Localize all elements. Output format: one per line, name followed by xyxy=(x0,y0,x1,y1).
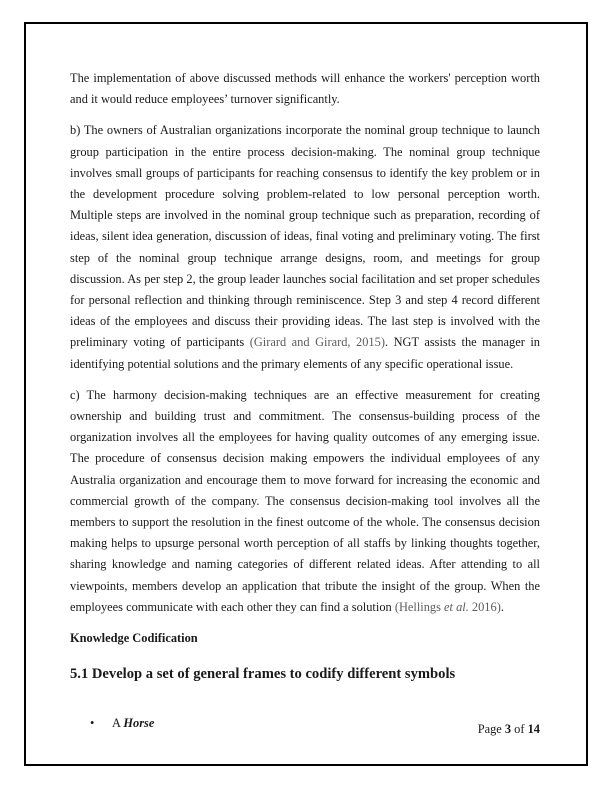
text-segment: Page xyxy=(477,722,505,736)
paragraph-c-consensus-decision-making xyxy=(70,385,540,618)
bullet-icon: • xyxy=(90,716,95,731)
bullet-list xyxy=(70,713,540,734)
text-segment: c) The harmony decision-making techniques are an effective measurement for creating ownership and building trust and commitment. The consensus-building process of the organization involves all the employees for having quality outcomes of any emerging issue. The procedure of consensus decision making empowers the individual employees of any Australia organization and encourage them to move forward for increasing the economic and commercial growth of the company. The consensus decision-making tool involves all the members to support the resolution in the finest outcome of the whole. The consensus decision making helps to upsurge personal worth perception of all staffs by linking thoughts together, sharing knowledge and naming categories of different related ideas. After attending to all viewpoints, members develop an application that tribute the insight of the group. When the employees communicate with each other they can find a solution xyxy=(70,387,540,614)
text-segment: 2016) xyxy=(468,599,501,614)
text-segment: . xyxy=(500,599,504,614)
list-item-text xyxy=(112,716,154,730)
list-item xyxy=(70,713,540,734)
paragraph-intro xyxy=(70,68,540,110)
text-segment: A xyxy=(112,716,124,731)
text-segment: Horse xyxy=(123,716,155,731)
text-segment: of xyxy=(511,722,528,736)
text-segment: (Hellings xyxy=(394,599,445,614)
text-segment: . NGT assists the manager in identifying potential solutions and the primary elements of any specific operational issue. xyxy=(70,335,540,371)
text-segment: The implementation of above discussed methods will enhance the workers' perception worth and it would reduce employees’ turnover significantly. xyxy=(70,71,540,107)
document-content xyxy=(70,68,540,734)
section-heading-5-1: 5.1 Develop a set of general frames to codify different symbols xyxy=(70,666,456,683)
subheading-knowledge-codification: Knowledge Codification xyxy=(70,631,198,646)
text-segment: et al. xyxy=(444,599,469,614)
text-segment: (Girard and Girard, 2015) xyxy=(249,335,385,350)
paragraph-b-nominal-group-technique xyxy=(70,120,540,374)
text-segment: 3 xyxy=(504,722,512,736)
footer-page-number xyxy=(478,719,540,740)
text-segment: b) The owners of Australian organizations incorporate the nominal group technique to launch group participation in the entire process decision-making. The nominal group technique involves small groups of participants for reaching consensus to identify the key problem or in the development procedure solving problem-related to low personal perception worth. Multiple steps are involved in the nominal group technique such as preparation, recording of ideas, silent idea generation, discussion of ideas, final voting and preliminary voting. The first step of the nominal group technique arrange designs, room, and meetings for group discussion. As per step 2, the group leader launches social facilitation and set proper schedules for personal reflection and thinking through reminiscence. Step 3 and step 4 record different ideas of the employees and discuss their providing ideas. The last step is involved with the preliminary voting of participants xyxy=(70,123,540,350)
text-segment: 14 xyxy=(527,722,540,736)
